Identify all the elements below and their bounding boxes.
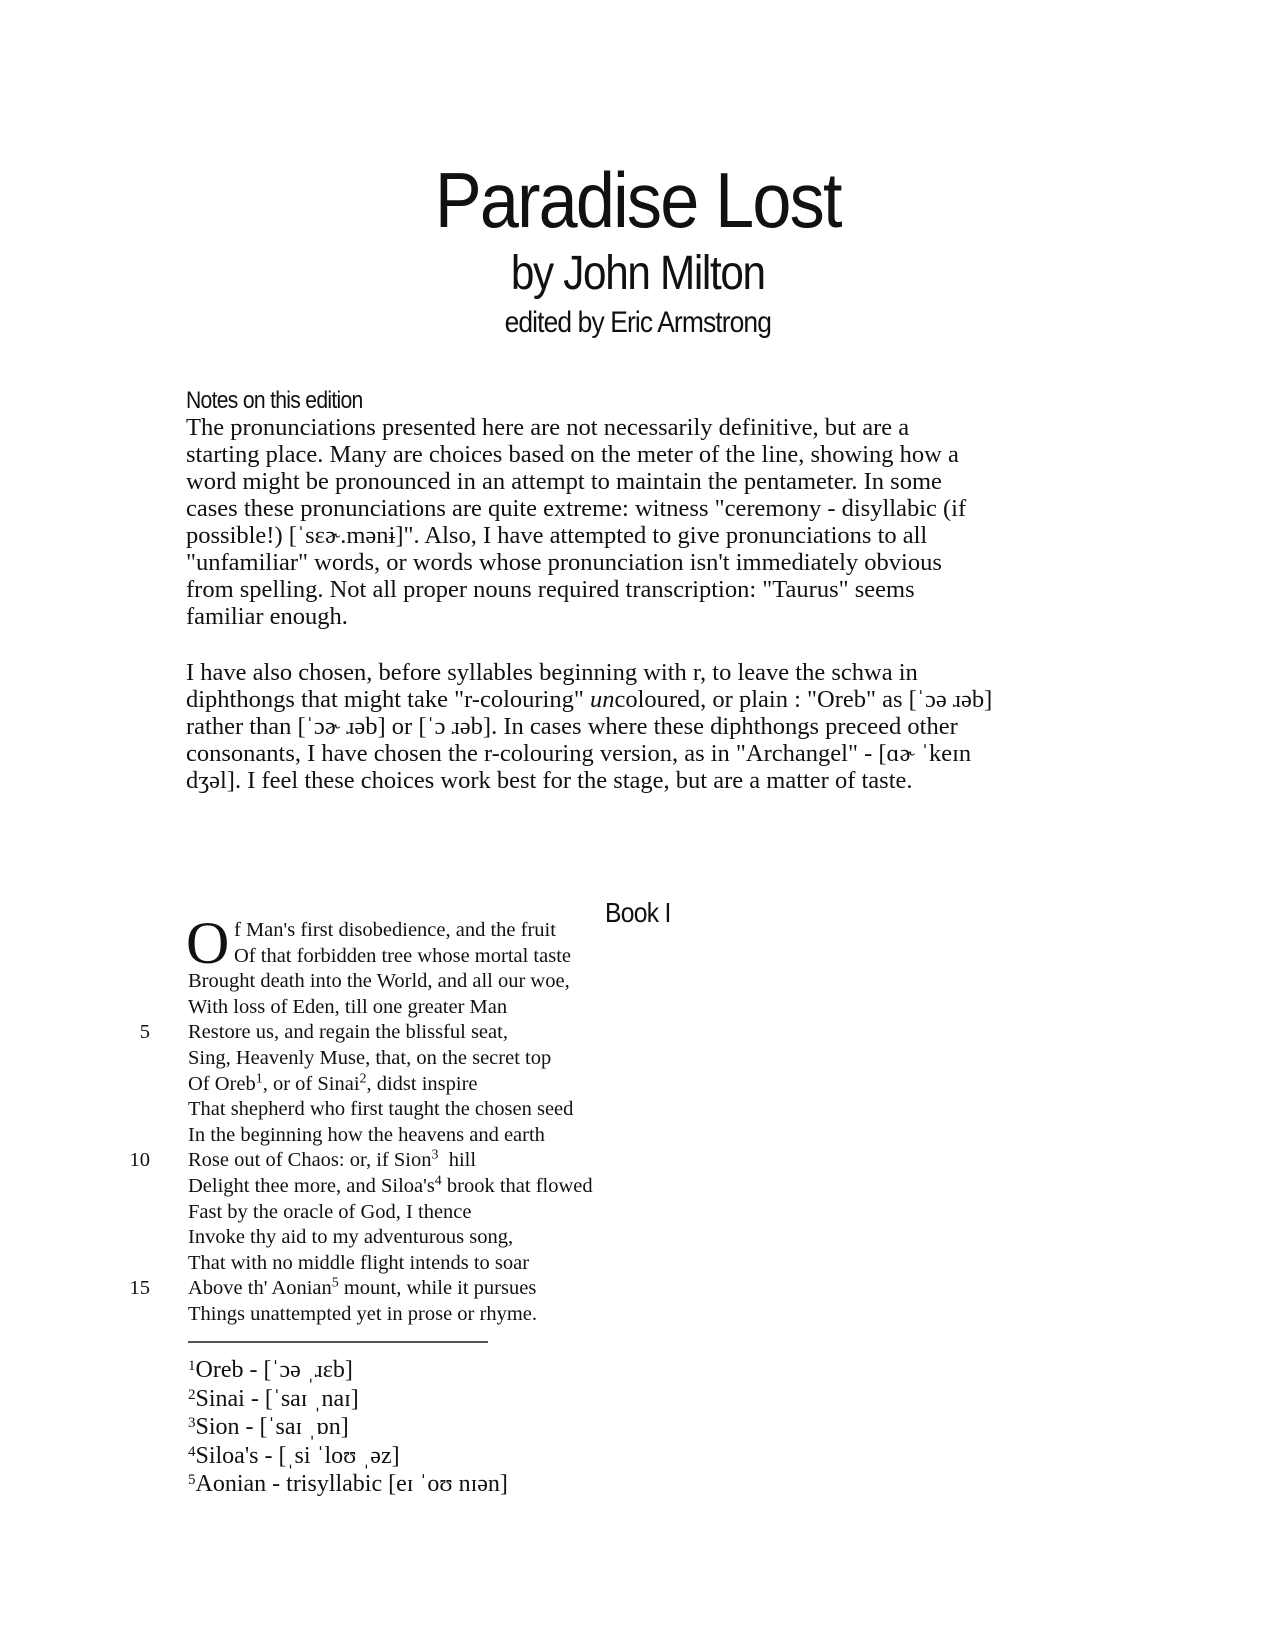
footnote-text: Siloa's - [ˌsi ˈloʊ ˌəz] — [195, 1442, 400, 1469]
verse-segment: mount, while it pursues — [338, 1277, 537, 1300]
editor-credit: edited by Eric Armstrong — [504, 306, 772, 339]
verse-text — [188, 1072, 478, 1098]
text-line: starting place. Many are choices based on the meter of the line, showing how a — [186, 441, 959, 468]
verse-segment: Of Oreb — [188, 1072, 256, 1095]
verse-line — [0, 1174, 800, 1200]
drop-cap: O — [186, 910, 230, 976]
verse-segment: Delight thee more, and Siloa's — [188, 1174, 435, 1197]
text-line: cases these pronunciations are quite extreme: witness "ceremony - disyllabic (if — [186, 495, 967, 522]
verse-line — [0, 1020, 800, 1046]
book-heading: Book I — [604, 897, 671, 928]
footnote-item — [188, 1442, 508, 1471]
verse-text: With loss of Eden, till one greater Man — [188, 995, 508, 1018]
text-line: dʒəl]. I feel these choices work best for the stage, but are a matter of taste. — [186, 767, 913, 794]
verse-line — [0, 1251, 800, 1277]
footnote-item — [188, 1356, 508, 1385]
verse-line — [0, 969, 800, 995]
text-line: word might be pronounced in an attempt to maintain the pentameter. In some — [186, 468, 942, 495]
verse-segment: , didst inspire — [366, 1072, 478, 1095]
notes-paragraph-1 — [186, 414, 1096, 630]
verse-text: Of that forbidden tree whose mortal taste — [234, 944, 571, 967]
text-segment: coloured, or plain : "Oreb" as [ˈɔə ɹəb] — [614, 686, 993, 713]
line-number: 15 — [129, 1277, 150, 1300]
verse-text: That with no middle flight intends to soar — [188, 1251, 530, 1274]
verse-line — [0, 1302, 800, 1328]
verse-line — [0, 995, 800, 1021]
verse-line — [0, 918, 800, 944]
footnote-ref[interactable]: 2 — [359, 1070, 367, 1086]
line-number: 10 — [129, 1149, 150, 1172]
verse-line — [0, 1148, 800, 1174]
verse-text — [188, 1276, 536, 1302]
footnote-divider — [188, 1341, 488, 1343]
text-line: from spelling. Not all proper nouns required transcription: "Taurus" seems — [186, 576, 915, 603]
footnote-mark: 3 — [188, 1415, 196, 1432]
footnote-mark: 2 — [188, 1386, 196, 1403]
footnote-item — [188, 1413, 508, 1442]
verse-line — [0, 1200, 800, 1226]
verse-text: Things unattempted yet in prose or rhyme. — [188, 1302, 537, 1325]
text-segment: diphthongs that might take "r-colouring" — [186, 686, 590, 713]
verse-text: Brought death into the World, and all our woe, — [188, 970, 570, 993]
footnote-mark: 4 — [188, 1443, 196, 1460]
verse-segment: brook that flowed — [441, 1174, 593, 1197]
text-line: I have also chosen, before syllables beginning with r, to leave the schwa in — [186, 659, 918, 686]
text-line: "unfamiliar" words, or words whose pronunciation isn't immediately obvious — [186, 549, 942, 576]
verse-line — [0, 1072, 800, 1098]
footnote-ref[interactable]: 5 — [331, 1275, 339, 1291]
text-line: consonants, I have chosen the r-colouring version, as in "Archangel" - [ɑɚ ˈkeɪn — [186, 740, 972, 767]
verse-text — [188, 1148, 476, 1174]
verse-line — [0, 1276, 800, 1302]
italic-emphasis: un — [589, 686, 615, 713]
text-line: possible!) [ˈsɛɚ.mənɨ]". Also, I have attempted to give pronunciations to all — [186, 522, 928, 549]
footnote-ref[interactable]: 3 — [431, 1147, 439, 1163]
footnote-text: Oreb - [ˈɔə ˌɹɛb] — [195, 1357, 353, 1383]
verse-text: Restore us, and regain the blissful seat, — [188, 1021, 508, 1044]
verse-text — [188, 1174, 593, 1200]
text-line: The pronunciations presented here are not necessarily definitive, but are a — [186, 414, 910, 441]
notes-heading: Notes on this edition — [186, 387, 363, 414]
verse-text: Sing, Heavenly Muse, that, on the secret top — [188, 1046, 552, 1069]
author-byline: by John Milton — [510, 247, 765, 300]
verse-line — [0, 1097, 800, 1123]
footnotes-list — [188, 1356, 508, 1499]
verse-segment: hill — [438, 1149, 477, 1172]
footnote-text: Sinai - [ˈsaɪ ˌnaɪ] — [195, 1385, 359, 1412]
footnote-mark: 1 — [188, 1358, 196, 1374]
verse-text: Invoke thy aid to my adventurous song, — [188, 1226, 514, 1249]
footnote-item — [188, 1470, 508, 1499]
verse-segment: Above th' Aonian — [188, 1277, 332, 1300]
verse-text: f Man's first disobedience, and the fruit — [234, 919, 556, 941]
verse-text: That shepherd who first taught the chosen seed — [188, 1098, 574, 1121]
verse-segment: Rose out of Chaos: or, if Sion — [188, 1149, 432, 1172]
notes-paragraph-2 — [186, 659, 1096, 794]
verse-segment: , or of Sinai — [262, 1072, 360, 1095]
footnote-ref[interactable]: 1 — [255, 1070, 263, 1086]
verse-line — [0, 1225, 800, 1251]
verse-line — [0, 1046, 800, 1072]
verse-text: Fast by the oracle of God, I thence — [188, 1200, 472, 1223]
text-line: rather than [ˈɔɚ ɹəb] or [ˈɔ ɹəb]. In cases where these diphthongs preceed other — [186, 713, 958, 740]
verse-line — [0, 1123, 800, 1149]
footnote-item — [188, 1385, 508, 1414]
document-title: Paradise Lost — [434, 156, 841, 244]
verse-line — [0, 944, 800, 970]
footnote-text: Aonian - trisyllabic [eɪ ˈoʊ nɪən] — [195, 1471, 508, 1498]
verse-text: In the beginning how the heavens and earth — [188, 1123, 545, 1146]
footnote-mark: 5 — [188, 1472, 196, 1489]
footnote-text: Sion - [ˈsaɪ ˌɒn] — [195, 1414, 349, 1441]
footnote-ref[interactable]: 4 — [434, 1173, 442, 1189]
text-line — [186, 686, 1096, 713]
text-line: familiar enough. — [186, 603, 348, 630]
line-number: 5 — [139, 1021, 150, 1044]
